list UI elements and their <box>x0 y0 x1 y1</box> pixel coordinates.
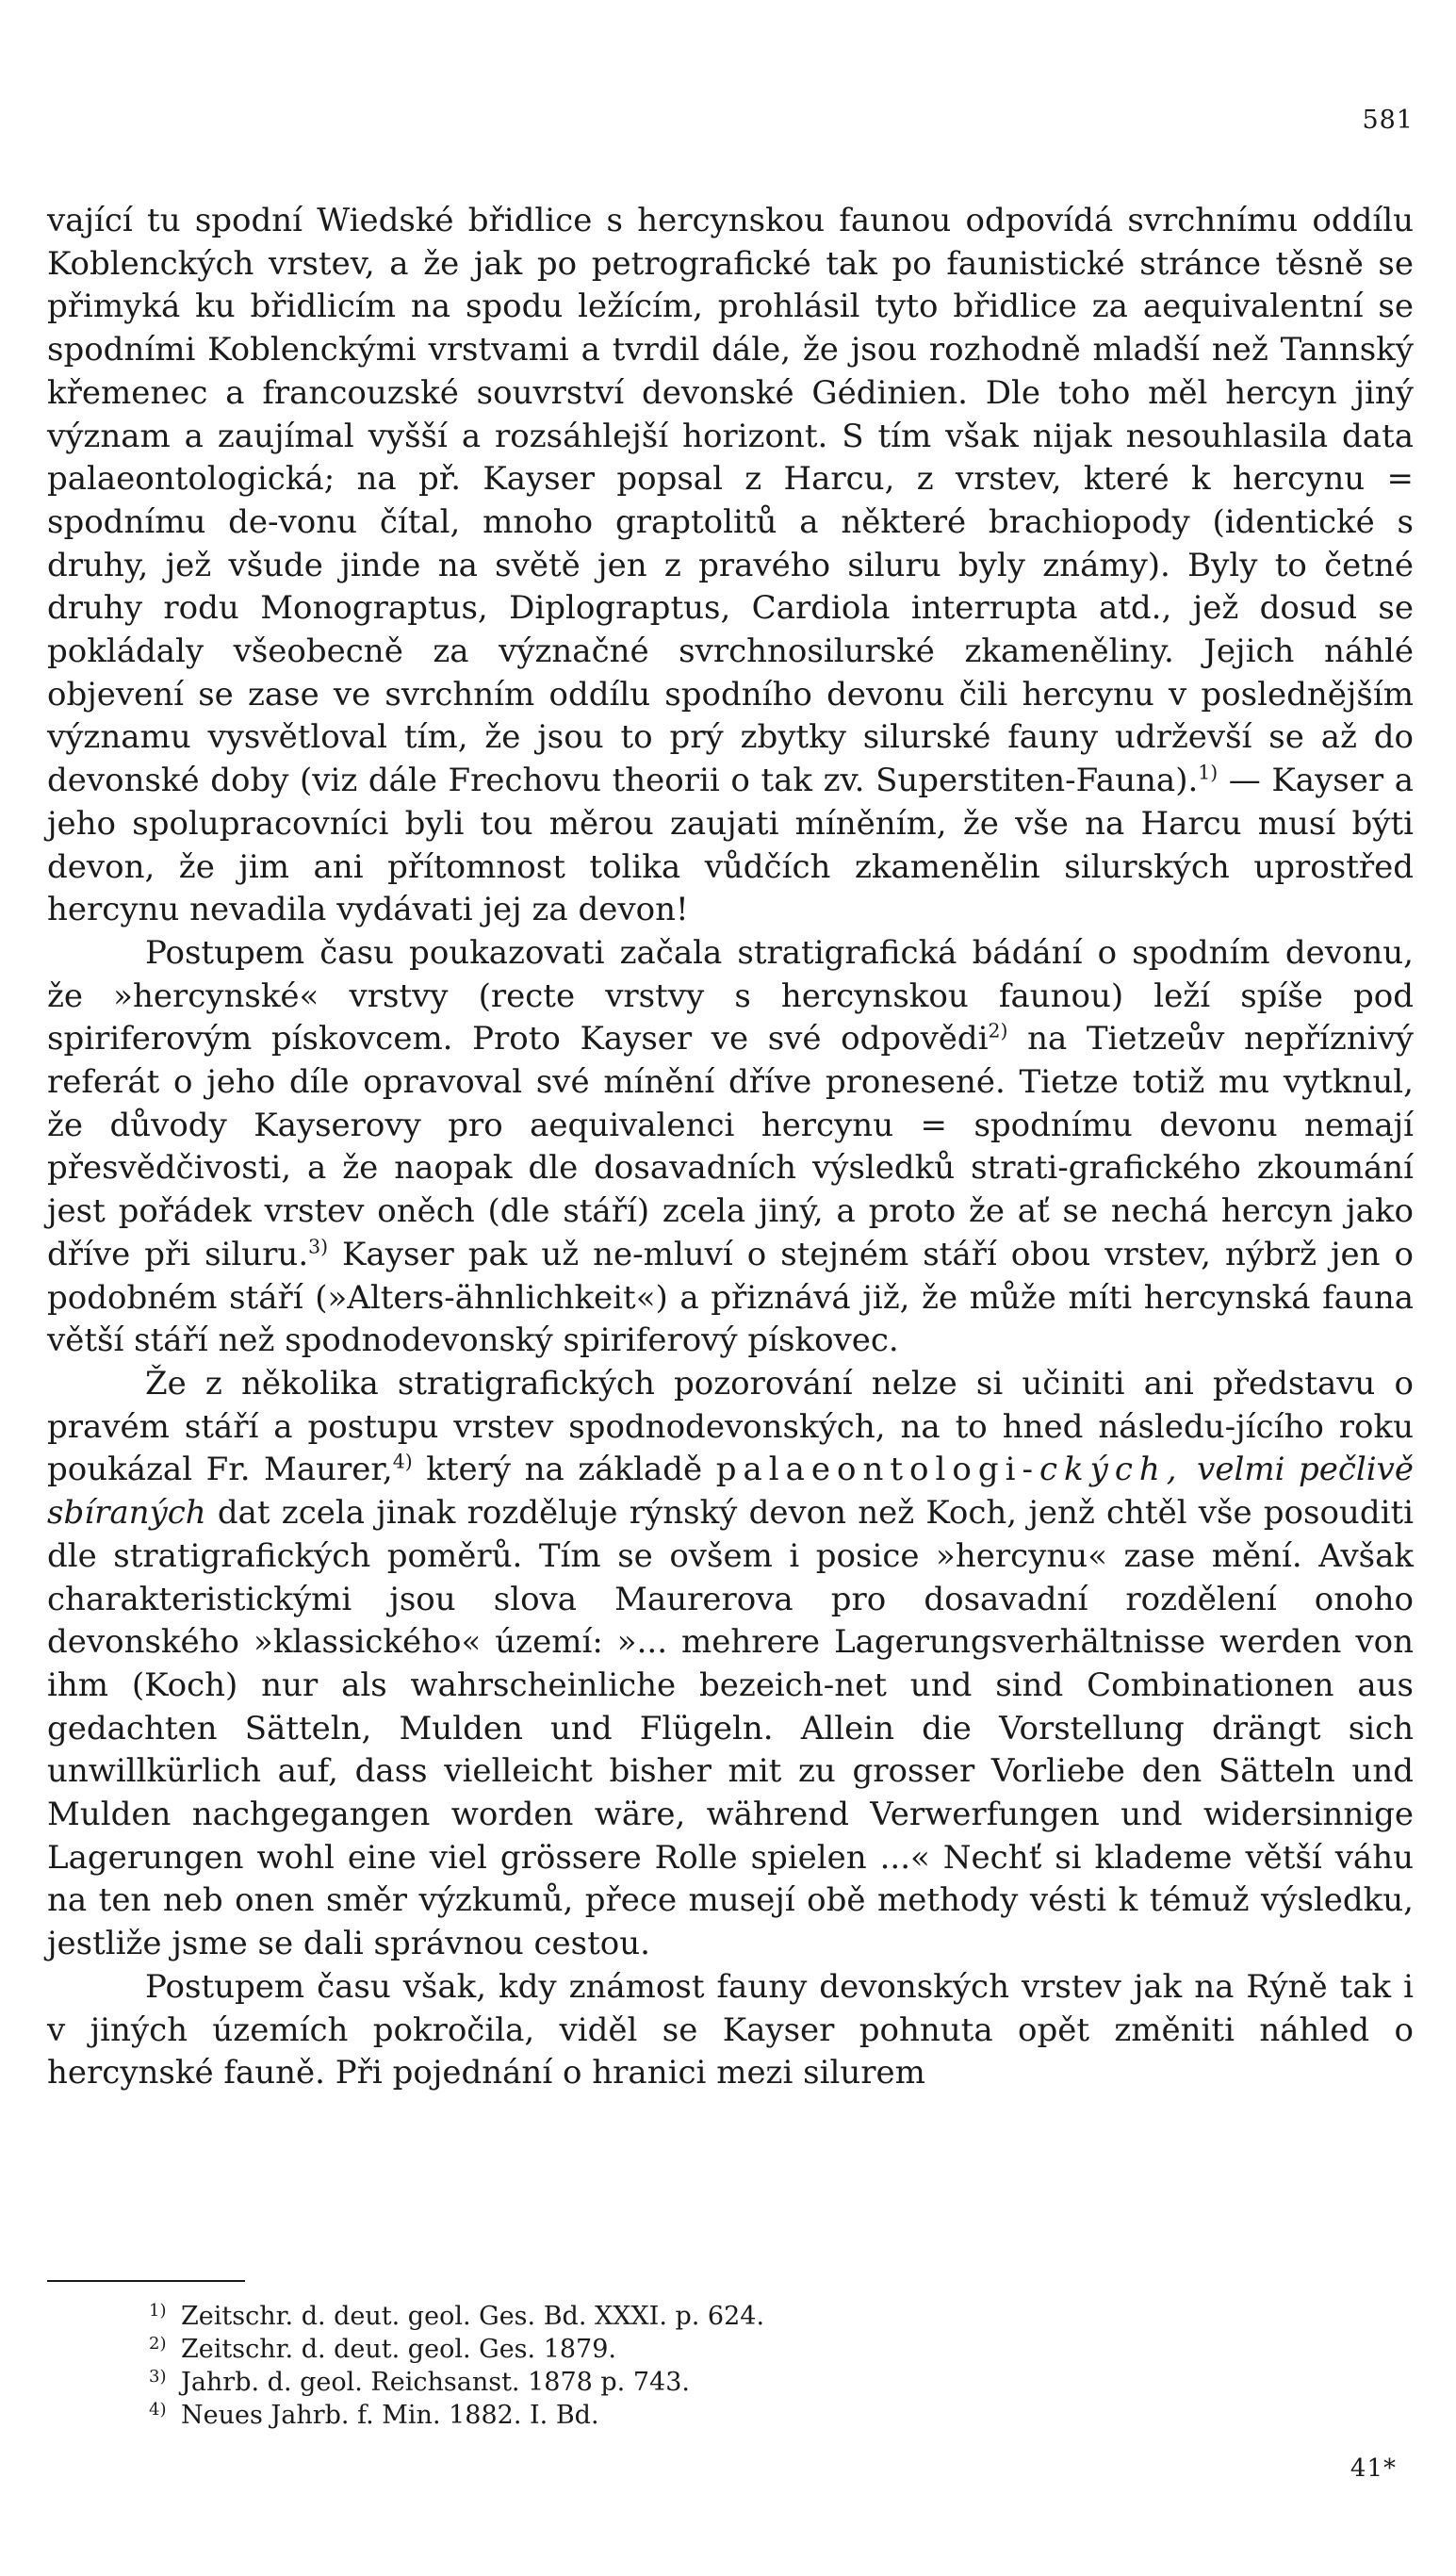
footnote-ref-3: 3) <box>308 1235 329 1258</box>
footnote-mark: 2) <box>149 2334 167 2354</box>
footnote-text: Zeitschr. d. deut. geol. Ges. 1879. <box>181 2335 616 2364</box>
footnote-text: Jahrb. d. geol. Reichsanst. 1878 p. 743. <box>181 2368 690 2397</box>
footnote-2 <box>149 2335 997 2368</box>
spaced-emphasis: palaeontologi- <box>715 1451 1039 1489</box>
printer-signature: 41* <box>1350 2454 1397 2483</box>
document-page <box>47 0 1414 2576</box>
page-number: 581 <box>1362 106 1414 135</box>
paragraph-1: vající tu spodní Wiedské břidlice s hercynskou faunou odpovídá svrchnímu oddílu Koblenckých vrstev, a že jak po petrografické tak po faunistické stránce těsně se přimyká ku břidlicím na spodu ležícím, prohlásil tyto břidlice za aequivalentní se spodními Koblenckými vrstvami a tvrdil dále, že jsou rozhodně mladší než Tannský křemenec a francouzské souvrství devonské Gédinien. Dle toho měl hercyn jiný význam a zaujímal vyšší a rozsáhlejší horizont. S tím však nijak nesouhlasila data palaeontologická; na př. Kayser popsal z Harcu, z vrstev, které k hercynu = spodnímu de-vonu čítal, mnoho graptolitů a některé brachiopody (identické s druhy, jež všude jinde na světě jen z pravého siluru byly známy). Byly to četné druhy rodu Monograptus, Diplograptus, Cardiola interrupta atd., jež dosud se pokládaly všeobecně za význačné svrchnosilurské zkameněliny. Jejich náhlé objevení se zase ve svrchním oddílu spodního devonu čili hercynu v poslednějším významu vysvětloval tím, že jsou to prý zbytky silurské fauny udrževší se až do devonské doby (viz dále Frechovu theorii o tak zv. Superstiten-Fauna).$^{1)}$ — Kayser a jeho spolupracovníci byli tou měrou zaujati míněním, že vše na Harcu musí býti devon, že jim ani přítomnost tolika vůdčích zkamenělin silurských uprostřed hercynu nevadila vydávati jej za devon! <box>47 202 1415 929</box>
footnote-mark: 4) <box>149 2400 167 2420</box>
footnote-ref-2: 2) <box>988 1020 1008 1043</box>
footnote-divider <box>47 2280 245 2282</box>
paragraph-4: Postupem času však, kdy známost fauny devonských vrstev jak na Rýně tak i v jiných územích pokročila, viděl se Kayser pohnuta opět změniti náhled o hercynské fauně. Při pojednání o hranici mezi silurem <box>47 1967 1414 2092</box>
spaced-emphasis-cont: ckých, <box>1039 1451 1184 1489</box>
footnote-4 <box>149 2401 997 2434</box>
body-text <box>47 200 1414 2095</box>
italic-emphasis: velmi pečlivě sbíraných <box>47 1451 1414 1533</box>
footnote-text: Neues Jahrb. f. Min. 1882. I. Bd. <box>181 2401 599 2430</box>
footnote-mark: 1) <box>149 2301 167 2321</box>
footnote-ref-4: 4) <box>392 1451 413 1474</box>
footnote-text: Zeitschr. d. deut. geol. Ges. Bd. XXXI. p. 624. <box>181 2302 765 2331</box>
footnotes <box>149 2302 997 2434</box>
footnote-3 <box>149 2368 997 2401</box>
footnote-mark: 3) <box>149 2367 167 2387</box>
paragraph-2: Postupem času poukazovati začala stratigrafická bádání o spodním devonu, že »hercynské« vrstvy (recte vrstvy s hercynskou faunou) leží spíše pod spiriferovým pískovcem. Proto Kayser ve své odpovědi$^{2)}$ na Tietzeův nepříznivý referát o jeho díle opravoval své mínění dříve pronesené. Tietze totiž mu vytknul, že důvody Kayserovy pro aequivalenci hercynu = spodnímu devonu nemají přesvědčivosti, a že naopak dle dosavadních výsledků strati-grafického zkoumání jest pořádek vrstev oněch (dle stáří) zcela jiný, a proto že ať se nechá hercyn jako dříve při siluru.$^{3)}$ Kayser pak už ne-mluví o stejném stáří obou vrstev, nýbrž jen o podobném stáří (»Alters-ähnlichkeit«) a přiznává již, že může míti hercynská fauna větší stáří než spodnodevonský spiriferový pískovec. <box>47 933 1415 1360</box>
paragraph-3: Že z několika stratigrafických pozorování nelze si učiniti ani představu o pravém stáří a postupu vrstev spodnodevonských, na to hned následu-jícího roku poukázal Fr. Maurer,$^{4)}$ který na základě palaeontologi-ckých, velmi pečlivě sbíraných dat zcela jinak rozděluje rýnský devon než Koch, jenž chtěl vše posouditi dle stratigrafických poměrů. Tím se ovšem i posice »hercynu« zase mění. Avšak charakteristickými jsou slova Maurerova pro dosavadní rozdělení onoho devonského »klassického« území: »... mehrere Lagerungsverhältnisse werden von ihm (Koch) nur als wahrscheinliche bezeich-net und sind Combinationen aus gedachten Sätteln, Mulden und Flügeln. Allein die Vorstellung drängt sich unwillkürlich auf, dass vielleicht bisher mit zu grosser Vorliebe den Sätteln und Mulden nachgegangen worden wäre, während Verwerfungen und widersinnige Lagerungen wohl eine viel grössere Rolle spielen ...« Nechť si klademe větší váhu na ten neb onen směr výzkumů, přece musejí obě methody vésti k témuž výsledku, jestliže jsme se dali správnou cestou. <box>47 1364 1415 1963</box>
footnote-1 <box>149 2302 997 2335</box>
footnote-ref-1: 1) <box>1198 761 1219 784</box>
